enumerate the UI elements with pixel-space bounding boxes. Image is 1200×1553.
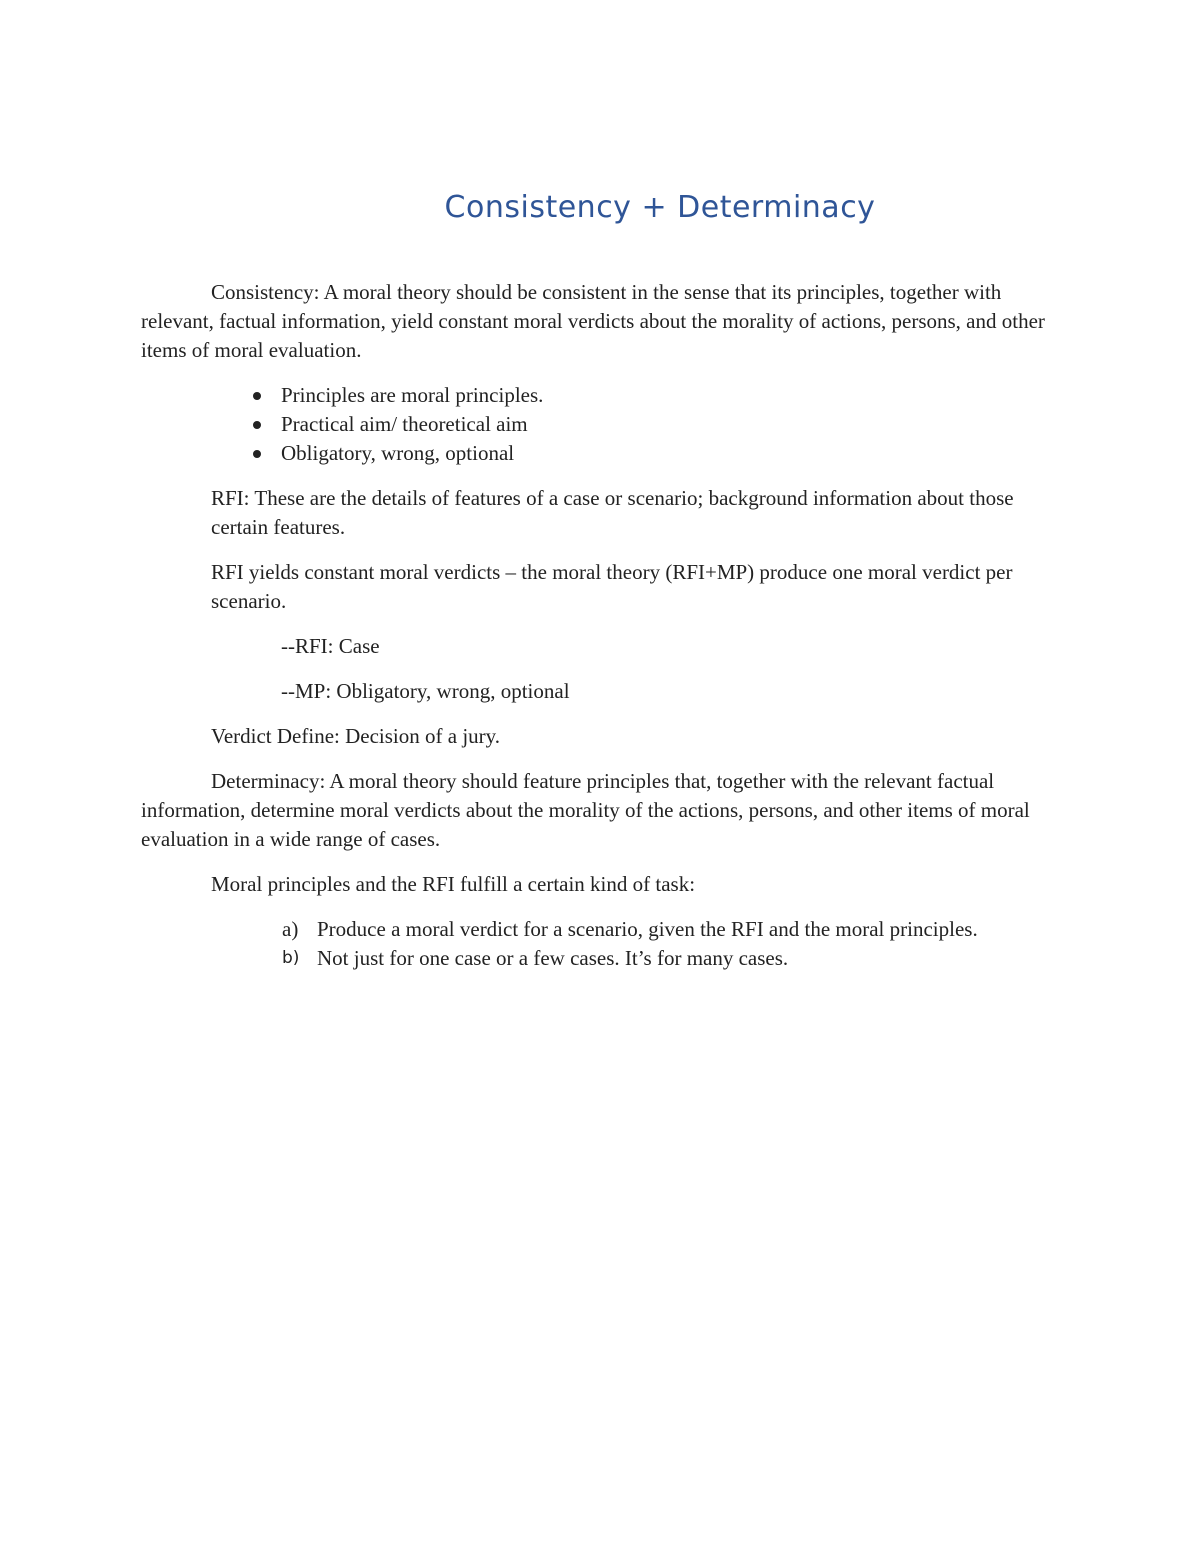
list-item bbox=[141, 410, 1061, 439]
list-marker: b) bbox=[282, 948, 300, 968]
bullet-icon bbox=[253, 450, 261, 458]
mp-line: --MP: Obligatory, wrong, optional bbox=[281, 679, 570, 703]
list-item-text: Principles are moral principles. bbox=[281, 383, 544, 407]
bullet-list bbox=[141, 381, 1061, 468]
rfi-yields-paragraph: RFI yields constant moral verdicts – the moral theory (RFI+MP) produce one moral verdict per scenario. bbox=[211, 560, 1013, 613]
list-item bbox=[141, 381, 1061, 410]
consistency-paragraph: Consistency: A moral theory should be consistent in the sense that its principles, together with relevant, factual information, yield constant moral verdicts about the morality of actions, persons, and other items of moral evaluation. bbox=[141, 280, 1045, 362]
list-item bbox=[141, 439, 1061, 468]
bullet-icon bbox=[253, 421, 261, 429]
bullet-icon bbox=[253, 392, 261, 400]
rfi-case-line: --RFI: Case bbox=[281, 634, 380, 658]
document-body bbox=[141, 278, 1061, 973]
determinacy-paragraph: Determinacy: A moral theory should feature principles that, together with the relevant factual information, determine moral verdicts about the morality of the actions, persons, and other items of moral evaluation in a wide range of cases. bbox=[141, 769, 1030, 851]
list-item-text: Produce a moral verdict for a scenario, given the RFI and the moral principles. bbox=[317, 917, 978, 941]
task-intro-line: Moral principles and the RFI fulfill a certain kind of task: bbox=[211, 872, 696, 896]
list-marker: a) bbox=[282, 917, 299, 941]
document-title: Consistency + Determinacy bbox=[444, 190, 876, 225]
rfi-paragraph: RFI: These are the details of features of a case or scenario; background information about those certain features. bbox=[211, 486, 1014, 539]
verdict-define-line: Verdict Define: Decision of a jury. bbox=[211, 724, 501, 748]
list-item bbox=[141, 915, 1061, 944]
list-item bbox=[141, 944, 1061, 973]
list-item-text: Practical aim/ theoretical aim bbox=[281, 412, 528, 436]
lettered-list bbox=[141, 915, 1061, 973]
list-item-text: Obligatory, wrong, optional bbox=[281, 441, 515, 465]
list-item-text: Not just for one case or a few cases. It’s for many cases. bbox=[317, 946, 789, 970]
